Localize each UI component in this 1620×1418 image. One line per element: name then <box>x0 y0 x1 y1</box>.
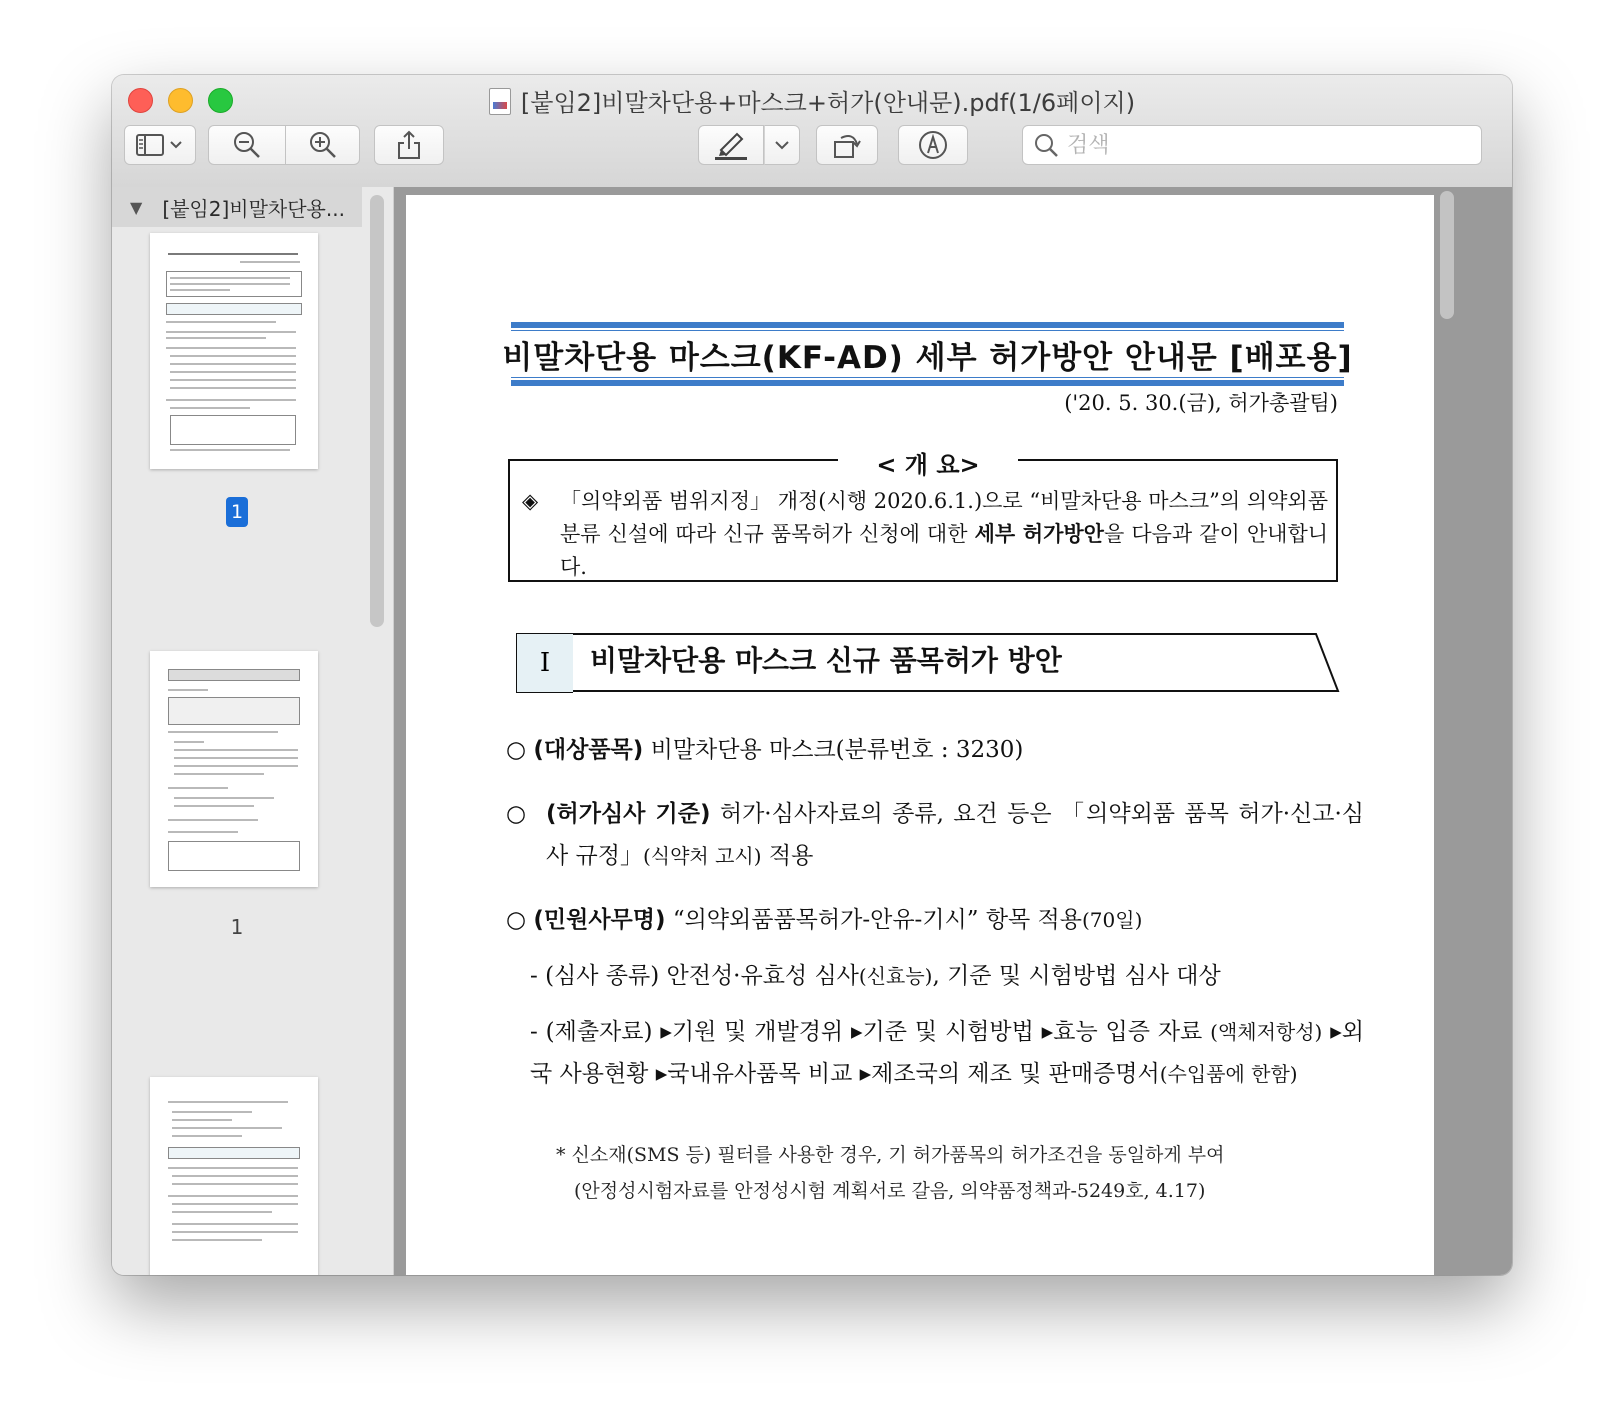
highlight-options-button[interactable] <box>764 125 800 165</box>
pdf-page <box>406 195 1434 1275</box>
rotate-icon <box>831 130 863 160</box>
sub-item-text: - (심사 종류) 안전성·유효성 심사 <box>530 963 859 989</box>
chevron-down-icon <box>774 139 790 151</box>
document-view[interactable] <box>394 187 1512 1275</box>
page-thumbnail-1[interactable] <box>150 233 318 469</box>
overview-text <box>520 485 1328 584</box>
zoom-out-button[interactable] <box>208 125 286 165</box>
sub-item-note: (액체저항성) <box>1210 1020 1323 1044</box>
sub-item-text: ▸외국 사용현황 ▸국내유사품목 비교 ▸제조국의 제조 및 판매증명서 <box>530 1019 1364 1087</box>
item-label: (허가심사 기준) <box>546 801 711 827</box>
item-text: 비말차단용 마스크(분류번호 : 3230) <box>643 737 1024 763</box>
zoom-out-icon <box>232 130 262 160</box>
overview-heading: < 개 요> <box>838 445 1018 480</box>
sub-item-note: (신효능) <box>858 964 933 988</box>
circle-bullet-icon: ○ <box>506 907 527 933</box>
highlight-button[interactable] <box>698 125 764 165</box>
window-title-text: [붙임2]비말차단용+마스크+허가(안내문).pdf(1/6페이지) <box>520 89 1136 117</box>
sub-item-note: (수입품에 한함) <box>1159 1062 1298 1086</box>
page-thumbnail-3[interactable] <box>150 1077 318 1275</box>
diamond-bullet-icon: ◈ <box>522 489 539 513</box>
list-item <box>506 729 1364 771</box>
thumbnail-sidebar <box>112 187 394 1275</box>
footnote-line: * 신소재(SMS 등) 필터를 사용한 경우, 기 허가품목의 허가조건을 동일하게 부여 <box>556 1144 1225 1166</box>
document-date: ('20. 5. 30.(금), 허가총괄팀) <box>1064 391 1338 415</box>
search-field[interactable] <box>1022 125 1482 165</box>
highlight-pen-icon <box>713 130 749 160</box>
sidebar-scrollbar[interactable] <box>370 195 384 627</box>
sub-item <box>530 955 1364 997</box>
footnote <box>556 1137 1364 1209</box>
page-thumbnail-label: 1 <box>230 915 244 939</box>
search-input[interactable] <box>1065 132 1449 159</box>
sub-item-text: - (제출자료) ▸기원 및 개발경위 ▸기준 및 시험방법 ▸효능 입증 자료 <box>530 1019 1211 1045</box>
disclosure-triangle-icon[interactable]: ▼ <box>130 197 143 217</box>
markup-button[interactable] <box>898 125 968 165</box>
footnote-line: (안정성시험자료를 안정성시험 계획서로 갈음, 의약품정책과-5249호, 4.17) <box>574 1180 1206 1202</box>
preview-window <box>112 75 1512 1275</box>
sidebar-icon <box>135 132 185 158</box>
zoom-in-button[interactable] <box>286 125 360 165</box>
sub-item-text: , 기준 및 시험방법 심사 대상 <box>932 963 1221 989</box>
sidebar-document-label: [붙임2]비말차단용... <box>162 196 345 221</box>
list-item <box>506 793 1364 877</box>
share-icon <box>396 130 422 160</box>
pdf-file-icon <box>489 88 511 115</box>
page-badge: 1 <box>226 497 248 527</box>
document-title-box <box>502 322 1353 386</box>
circle-bullet-icon: ○ <box>506 737 527 763</box>
share-button[interactable] <box>374 125 444 165</box>
markup-icon <box>917 129 949 161</box>
item-text: 허가·심사자료의 종류, 요건 등은 「의약외품 품목 허가·신고·심사 규정」 <box>546 801 1364 869</box>
item-note: (70일) <box>1082 908 1143 932</box>
item-label: (민원사무명) <box>533 907 666 933</box>
zoom-in-icon <box>308 130 338 160</box>
sidebar-toggle-button[interactable] <box>124 125 196 165</box>
sub-item <box>530 1011 1364 1095</box>
window-title <box>112 83 1512 118</box>
sidebar-document-row[interactable] <box>112 187 362 227</box>
overview-text-part: 을 다음과 같이 안내합니다. <box>560 522 1329 579</box>
overview-text-part: 「의약외품 범위지정」 개정(시행 2020.6.1.)으로 “비말차단용 마스크”의 의약외품 분류 신설에 따라 신규 품목허가 신청에 대한 <box>560 489 1328 546</box>
item-label: (대상품목) <box>533 737 644 763</box>
item-note: (식약처 고시) <box>642 844 762 868</box>
document-title: 비말차단용 마스크(KF-AD) 세부 허가방안 안내문 [배포용] <box>502 339 1353 376</box>
search-icon <box>1033 132 1059 158</box>
document-scrollbar[interactable] <box>1440 191 1454 319</box>
list-item <box>506 899 1364 941</box>
rotate-button[interactable] <box>816 125 878 165</box>
section-title: 비말차단용 마스크 신규 품목허가 방안 <box>590 644 1062 677</box>
circle-bullet-icon: ○ <box>506 801 527 827</box>
section-number: Ⅰ <box>516 633 573 693</box>
item-text: 적용 <box>761 843 814 869</box>
titlebar <box>112 75 1512 188</box>
page-thumbnail-2[interactable] <box>150 651 318 887</box>
item-text: “의약외품품목허가-안유-기시” 항목 적용 <box>665 907 1082 933</box>
overview-bold-text: 세부 허가방안 <box>974 522 1104 546</box>
